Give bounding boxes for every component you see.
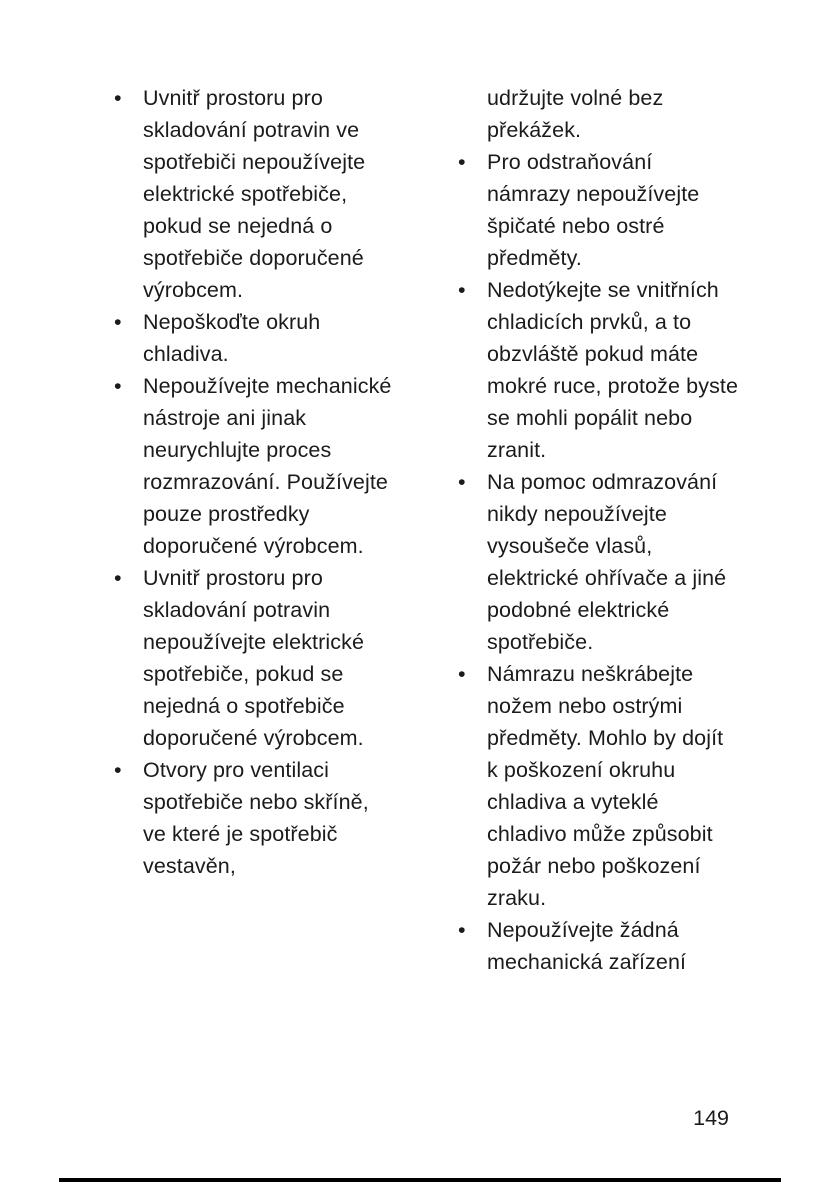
list-item-text: Uvnitř prostoru pro skladování potravin ve spotřebiči nepoužívejte elektrické spotřebiče, pokud se nejedná o spotřebiče doporučené výrobcem. [143, 86, 366, 302]
bullet-marker: • [114, 310, 122, 334]
list-item-text: Nedotýkejte se vnitřních chladicích prvků, a to obzvláště pokud máte mokré ruce, protože byste se mohli popálit nebo zranit. [487, 278, 739, 462]
list-item [444, 146, 744, 274]
list-item [444, 274, 744, 466]
list-item [100, 82, 400, 306]
list-item-text: udržujte volné bez překážek. [487, 86, 664, 142]
bullet-marker: • [114, 566, 122, 590]
list-item-continuation [444, 82, 744, 146]
list-item-text: Nepoužívejte mechanické nástroje ani jinak neurychlujte proces rozmrazování. Používejte pouze prostředky doporučené výrobcem. [143, 374, 392, 558]
list-item [100, 370, 400, 562]
text-column-left [100, 82, 400, 978]
page-content [100, 82, 745, 978]
list-item [100, 306, 400, 370]
bullet-marker: • [458, 662, 466, 686]
bullet-marker: • [114, 86, 122, 110]
footer-rule [59, 1178, 781, 1182]
list-item-text: Otvory pro ventilaci spotřebiče nebo skříně, ve které je spotřebič vestavěn, [143, 758, 369, 878]
text-column-right [444, 82, 744, 978]
bullet-marker: • [458, 470, 466, 494]
list-item-text: Námrazu neškrábejte nožem nebo ostrými předměty. Mohlo by dojít k poškození okruhu chladiva a vyteklé chladivo může způsobit požár nebo poškození zraku. [487, 662, 724, 910]
list-item-text: Na pomoc odmrazování nikdy nepoužívejte vysoušeče vlasů, elektrické ohřívače a jiné podobné elektrické spotřebiče. [487, 470, 727, 654]
list-item [444, 914, 744, 978]
list-item-text: Nepoškoďte okruh chladiva. [143, 310, 321, 366]
list-item-text: Pro odstraňování námrazy nepoužívejte špičaté nebo ostré předměty. [487, 150, 700, 270]
bullet-marker: • [114, 758, 122, 782]
bullet-marker: • [458, 278, 466, 302]
list-item-text: Uvnitř prostoru pro skladování potravin nepoužívejte elektrické spotřebiče, pokud se nejedná o spotřebiče doporučené výrobcem. [143, 566, 365, 750]
list-item-text: Nepoužívejte žádná mechanická zařízení [487, 918, 687, 974]
list-item [100, 562, 400, 754]
page-number: 149 [693, 1106, 729, 1130]
bullet-marker: • [458, 150, 466, 174]
bullet-marker: • [458, 918, 466, 942]
list-item [444, 658, 744, 914]
list-item [444, 466, 744, 658]
list-item [100, 754, 400, 882]
bullet-marker: • [114, 374, 122, 398]
